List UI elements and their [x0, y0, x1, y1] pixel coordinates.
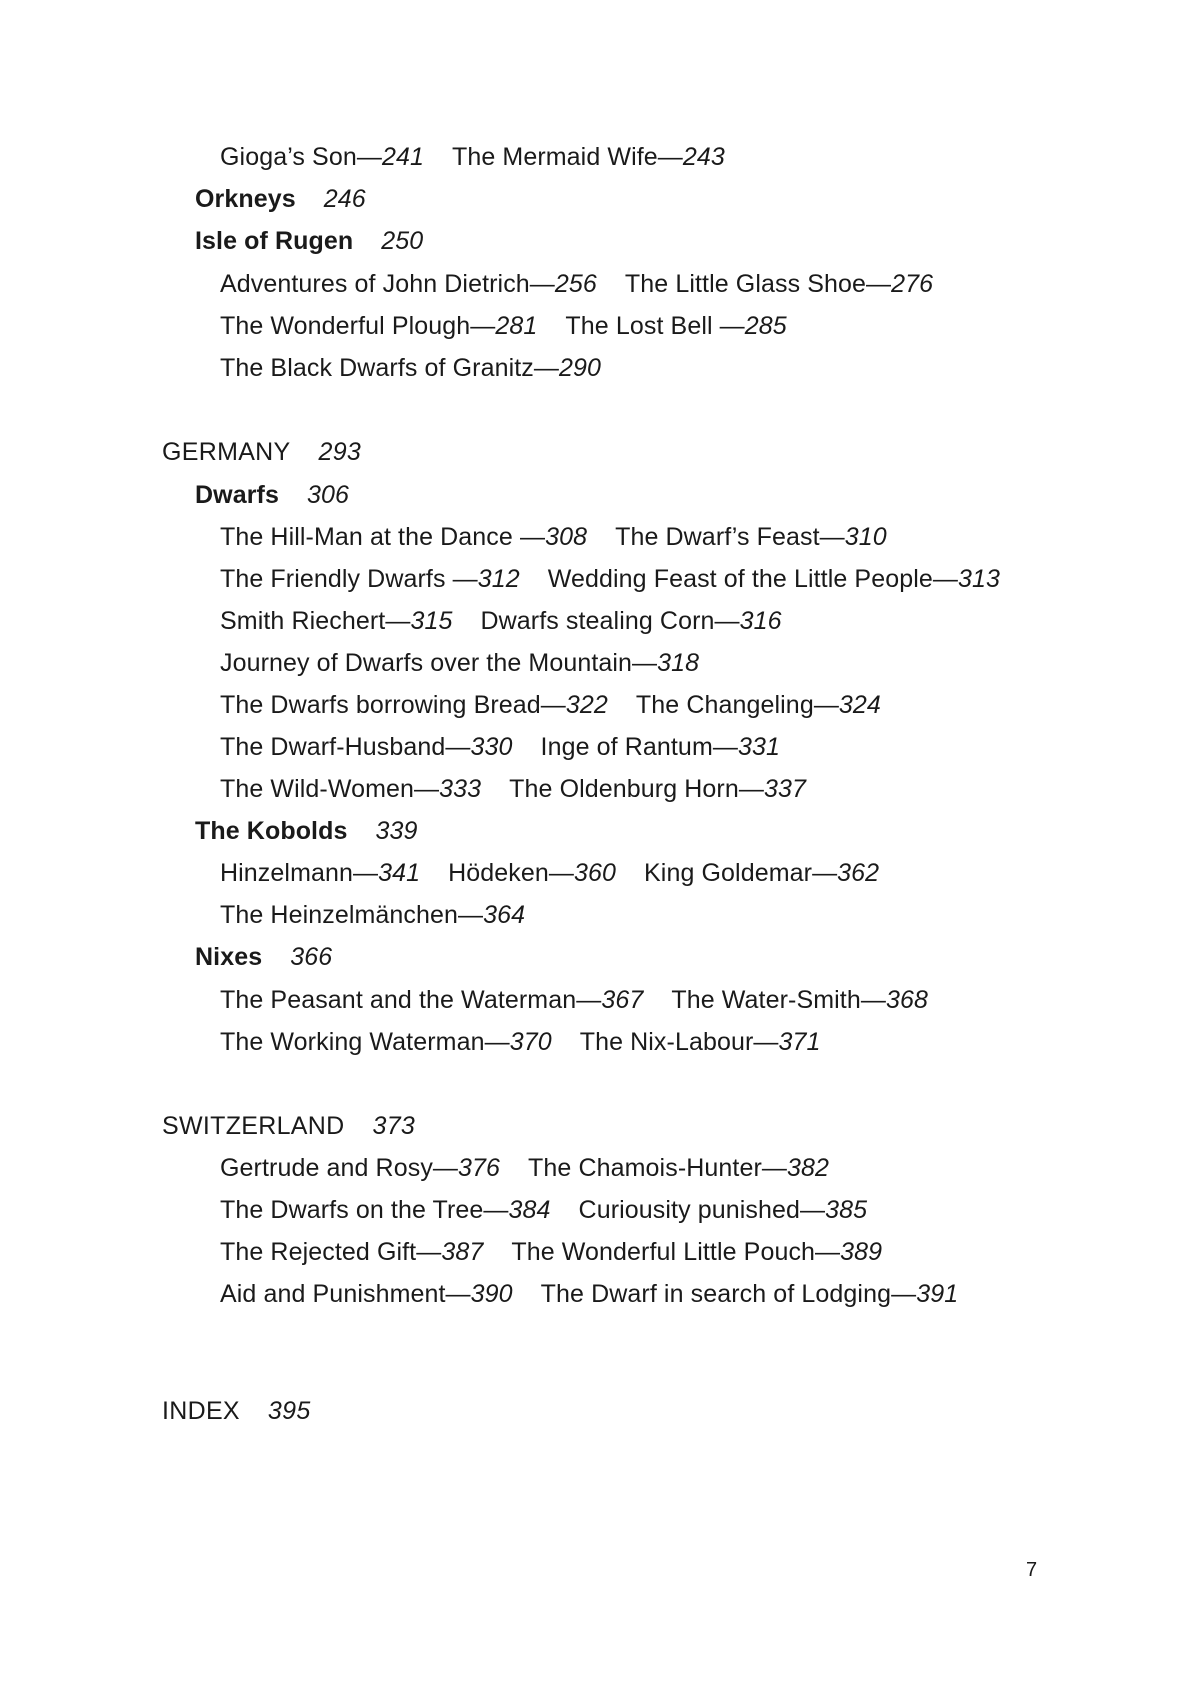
entry-title: The Dwarf in search of Lodging—: [540, 1280, 917, 1308]
heading-page-number: 373: [372, 1112, 416, 1140]
toc-entry: [615, 522, 887, 552]
entry-page-number: 389: [840, 1238, 883, 1266]
heading-label: SWITZERLAND: [162, 1112, 345, 1140]
entry-page-number: 322: [565, 691, 608, 719]
toc-entry-line: [220, 774, 834, 804]
entry-page-number: 341: [378, 859, 421, 887]
entry-title: Wedding Feast of the Little People—: [547, 565, 958, 593]
heading-page-number: 395: [267, 1397, 311, 1425]
toc-entry-line: [220, 1237, 910, 1267]
entry-title: Gioga’s Son—: [220, 143, 382, 171]
entry-title: The Mermaid Wife—: [451, 143, 683, 171]
entry-title: Aid and Punishment—: [220, 1280, 471, 1308]
heading-label: Isle of Rugen: [195, 227, 354, 255]
heading-label: Nixes: [195, 943, 263, 971]
entry-page-number: 387: [441, 1238, 484, 1266]
toc-entry: [220, 900, 525, 930]
subsection-heading: [195, 226, 423, 256]
entry-page-number: 376: [458, 1154, 501, 1182]
entry-page-number: 362: [837, 859, 880, 887]
heading-page-number: 250: [381, 227, 424, 255]
entry-page-number: 360: [574, 859, 617, 887]
entry-title: Hödeken—: [448, 859, 574, 887]
toc-entry: [220, 564, 520, 594]
toc-entry: [220, 732, 513, 762]
entry-title: Adventures of John Dietrich—: [220, 270, 555, 298]
entry-page-number: 243: [682, 143, 725, 171]
toc-entry: [220, 1279, 513, 1309]
entry-title: The Peasant and the Waterman—: [220, 986, 602, 1014]
heading-page-number: 339: [375, 817, 418, 845]
entry-page-number: 285: [744, 312, 787, 340]
toc-entry-line: [220, 1279, 986, 1309]
entry-title: The Black Dwarfs of Granitz—: [220, 354, 560, 382]
entry-page-number: 331: [737, 733, 780, 761]
entry-title: Hinzelmann—: [220, 859, 379, 887]
entry-title: The Rejected Gift—: [220, 1238, 442, 1266]
entry-page-number: 324: [838, 691, 881, 719]
entry-page-number: 333: [439, 775, 482, 803]
entry-title: The Nix-Labour—: [579, 1028, 779, 1056]
subsection-heading: [195, 816, 418, 846]
heading-label: INDEX: [162, 1397, 240, 1425]
entry-page-number: 310: [844, 523, 887, 551]
entry-page-number: 337: [763, 775, 806, 803]
toc-entry-line: [220, 564, 1028, 594]
toc-entry-line: [220, 606, 810, 636]
entry-title: Inge of Rantum—: [540, 733, 738, 761]
section-heading: [162, 1396, 311, 1426]
section-heading: [162, 437, 361, 467]
entry-title: The Dwarfs borrowing Bread—: [220, 691, 566, 719]
toc-entry: [220, 269, 597, 299]
entry-page-number: 370: [509, 1028, 552, 1056]
entry-title: Curiousity punished—: [578, 1196, 826, 1224]
entry-title: The Changeling—: [635, 691, 839, 719]
entry-title: The Hill-Man at the Dance —: [220, 523, 546, 551]
toc-entry: [580, 1027, 821, 1057]
entry-page-number: 385: [825, 1196, 868, 1224]
toc-entry: [636, 690, 881, 720]
toc-entry-line: [220, 732, 808, 762]
toc-entry: [528, 1153, 829, 1183]
toc-entry: [220, 353, 601, 383]
entry-title: The Heinzelmänchen—: [220, 901, 484, 929]
toc-entry: [452, 142, 725, 172]
entry-title: The Lost Bell —: [565, 312, 745, 340]
subsection-heading: [195, 480, 349, 510]
toc-entry: [548, 564, 1000, 594]
heading-page-number: 306: [306, 481, 349, 509]
toc-entry: [220, 858, 420, 888]
toc-entry: [480, 606, 781, 636]
toc-entry-line: [220, 900, 553, 930]
toc-entry-line: [220, 353, 629, 383]
toc-entry: [220, 774, 481, 804]
toc-entry: [220, 985, 643, 1015]
toc-entry: [625, 269, 933, 299]
toc-entry: [220, 142, 424, 172]
page-number: 7: [1026, 1559, 1038, 1581]
subsection-heading: [195, 942, 332, 972]
toc-entry: [671, 985, 928, 1015]
entry-title: The Wonderful Little Pouch—: [511, 1238, 841, 1266]
toc-entry-line: [220, 1027, 849, 1057]
entry-page-number: 390: [470, 1280, 513, 1308]
toc-entry: [448, 858, 616, 888]
toc-entry: [511, 1237, 882, 1267]
entry-title: Smith Riechert—: [220, 607, 411, 635]
toc-entry: [220, 1195, 551, 1225]
entry-page-number: 290: [559, 354, 602, 382]
entry-page-number: 241: [381, 143, 424, 171]
heading-label: Dwarfs: [195, 481, 279, 509]
toc-entry-line: [220, 1153, 857, 1183]
entry-page-number: 281: [495, 312, 538, 340]
toc-entry-line: [220, 1195, 895, 1225]
entry-title: The Friendly Dwarfs —: [220, 565, 478, 593]
heading-label: The Kobolds: [195, 817, 348, 845]
entry-title: The Water-Smith—: [671, 986, 886, 1014]
entry-page-number: 367: [601, 986, 644, 1014]
toc-entry: [509, 774, 806, 804]
toc-entry: [541, 732, 780, 762]
entry-page-number: 256: [554, 270, 597, 298]
toc-entry: [220, 606, 452, 636]
toc-entry: [220, 690, 608, 720]
entry-title: Gertrude and Rosy—: [220, 1154, 459, 1182]
entry-title: Journey of Dwarfs over the Mountain—: [220, 649, 658, 677]
heading-label: GERMANY: [162, 438, 291, 466]
entry-page-number: 315: [410, 607, 453, 635]
entry-title: The Wild-Women—: [220, 775, 440, 803]
entry-page-number: 330: [470, 733, 513, 761]
entry-title: The Dwarfs on the Tree—: [220, 1196, 509, 1224]
entry-page-number: 368: [885, 986, 928, 1014]
entry-page-number: 382: [786, 1154, 829, 1182]
toc-entry: [220, 648, 699, 678]
entry-title: The Little Glass Shoe—: [624, 270, 892, 298]
entry-title: The Oldenburg Horn—: [509, 775, 764, 803]
entry-page-number: 312: [477, 565, 520, 593]
toc-entry-line: [220, 648, 727, 678]
entry-page-number: 276: [891, 270, 934, 298]
heading-page-number: 293: [318, 438, 362, 466]
toc-entry-line: [220, 522, 915, 552]
heading-page-number: 246: [323, 185, 366, 213]
toc-entry-line: [220, 985, 956, 1015]
toc-entry-line: [220, 311, 815, 341]
toc-entry-line: [220, 858, 907, 888]
toc-entry: [579, 1195, 868, 1225]
heading-label: Orkneys: [195, 185, 296, 213]
heading-page-number: 366: [290, 943, 333, 971]
entry-page-number: 364: [483, 901, 526, 929]
toc-entry: [220, 522, 587, 552]
entry-title: The Dwarf-Husband—: [220, 733, 471, 761]
section-heading: [162, 1111, 415, 1141]
toc-entry: [565, 311, 786, 341]
entry-title: The Chamois-Hunter—: [528, 1154, 787, 1182]
toc-entry: [220, 1153, 500, 1183]
entry-page-number: 384: [508, 1196, 551, 1224]
entry-title: King Goldemar—: [644, 859, 838, 887]
entry-title: Dwarfs stealing Corn—: [480, 607, 740, 635]
entry-page-number: 318: [657, 649, 700, 677]
entry-title: The Wonderful Plough—: [220, 312, 496, 340]
entry-page-number: 308: [545, 523, 588, 551]
toc-entry: [644, 858, 879, 888]
entry-page-number: 371: [778, 1028, 821, 1056]
entry-title: The Dwarf’s Feast—: [615, 523, 845, 551]
toc-entry-line: [220, 690, 909, 720]
subsection-heading: [195, 184, 366, 214]
entry-title: The Working Waterman—: [220, 1028, 510, 1056]
toc-entry: [220, 1237, 483, 1267]
toc-entry-line: [220, 269, 961, 299]
toc-entry-line: [220, 142, 753, 172]
entry-page-number: 316: [739, 607, 782, 635]
toc-entry: [541, 1279, 959, 1309]
toc-entry: [220, 311, 537, 341]
toc-entry: [220, 1027, 552, 1057]
entry-page-number: 313: [957, 565, 1000, 593]
entry-page-number: 391: [916, 1280, 959, 1308]
